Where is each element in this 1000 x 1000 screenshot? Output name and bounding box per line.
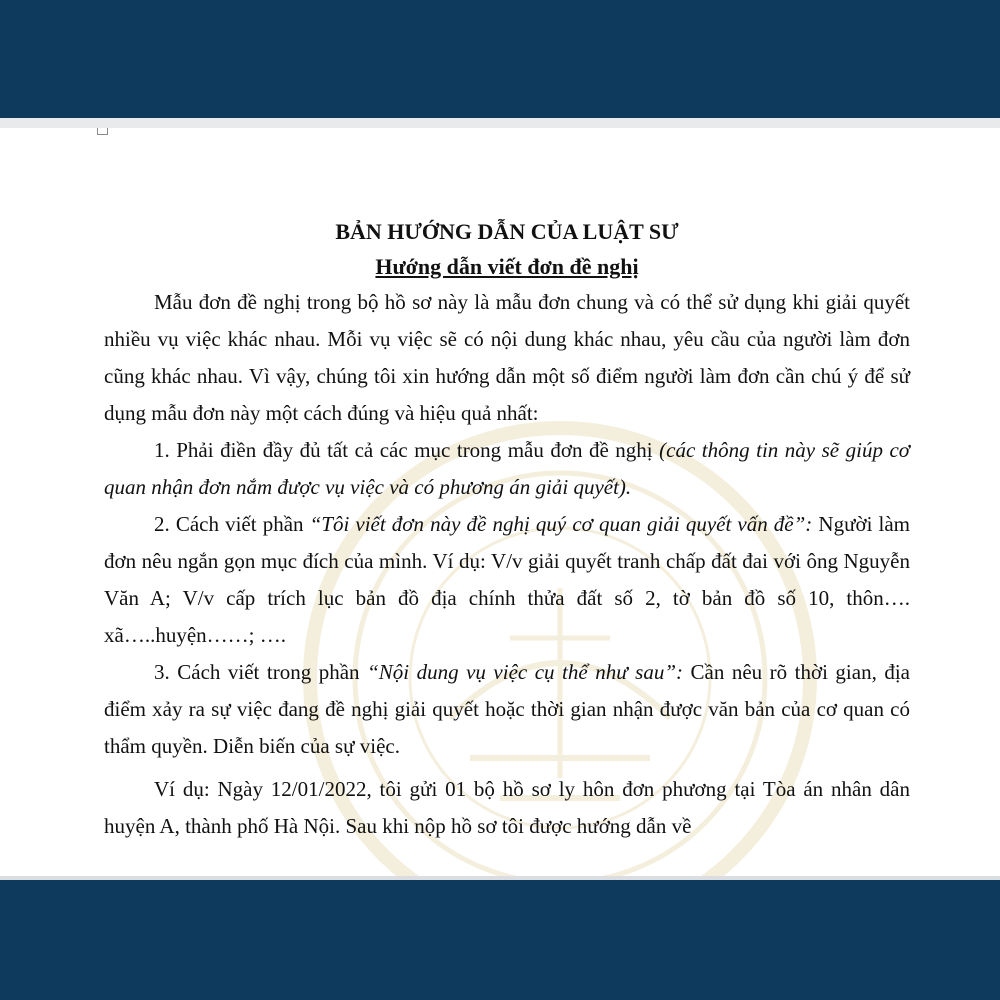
item-3-italic: “Nội dung vụ việc cụ thể như sau”: — [367, 660, 683, 684]
bottom-frame-band — [0, 880, 1000, 1000]
example-paragraph: Ví dụ: Ngày 12/01/2022, tôi gửi 01 bộ hồ sơ ly hôn đơn phương tại Tòa án nhân dân huyện A, thành phố Hà Nội. Sau khi nộp hồ sơ tôi được hướng dẫn về — [104, 777, 910, 838]
item-3-text: 3. Cách viết trong phần — [154, 660, 368, 684]
item-3-paragraph — [104, 654, 910, 765]
item-2-paragraph — [104, 506, 910, 654]
text-boundary-corner-mark — [97, 128, 108, 135]
item-2-rest: Người làm đơn nêu ngắn gọn mục đích của mình. Ví dụ: V/v giải quyết tranh chấp đất đai với ông Nguyễn Văn A; V/v cấp trích lục bản đồ địa chính thửa đất số 2, tờ bản đồ số 10, thôn…. xã…..huyện……; …. — [104, 512, 910, 647]
item-1-paragraph — [104, 432, 910, 506]
item-1-italic: (các thông tin này sẽ giúp cơ quan nhận đơn nắm được vụ việc và có phương án giải quyết). — [104, 438, 910, 499]
item-1-text: 1. Phải điền đầy đủ tất cả các mục trong mẫu đơn đề nghị — [154, 438, 660, 462]
item-2-italic: “Tôi viết đơn này đề nghị quý cơ quan giải quyết vấn đề”: — [309, 512, 813, 536]
document-page — [0, 128, 1000, 880]
document-title: BẢN HƯỚNG DẪN CỦA LUẬT SƯ — [335, 219, 679, 244]
item-3-rest: Cần nêu rõ thời gian, địa điểm xảy ra sự việc đang đề nghị giải quyết hoặc thời gian nhận được văn bản của cơ quan có thẩm quyền. Diễn biến của sự việc. — [104, 660, 910, 758]
item-2-text: 2. Cách viết phần — [154, 512, 310, 536]
document-subtitle: Hướng dẫn viết đơn đề nghị — [375, 254, 639, 279]
top-frame-band — [0, 0, 1000, 118]
document-viewport[interactable] — [0, 118, 1000, 880]
intro-paragraph: Mẫu đơn đề nghị trong bộ hồ sơ này là mẫu đơn chung và có thể sử dụng khi giải quyết nhiều vụ việc khác nhau. Mỗi vụ việc sẽ có nội dung khác nhau, yêu cầu của người làm đơn cũng khác nhau. Vì vậy, chúng tôi xin hướng dẫn một số điểm người làm đơn cần chú ý để sử dụng mẫu đơn này một cách đúng và hiệu quả nhất: — [104, 290, 910, 425]
document-body — [104, 214, 910, 845]
